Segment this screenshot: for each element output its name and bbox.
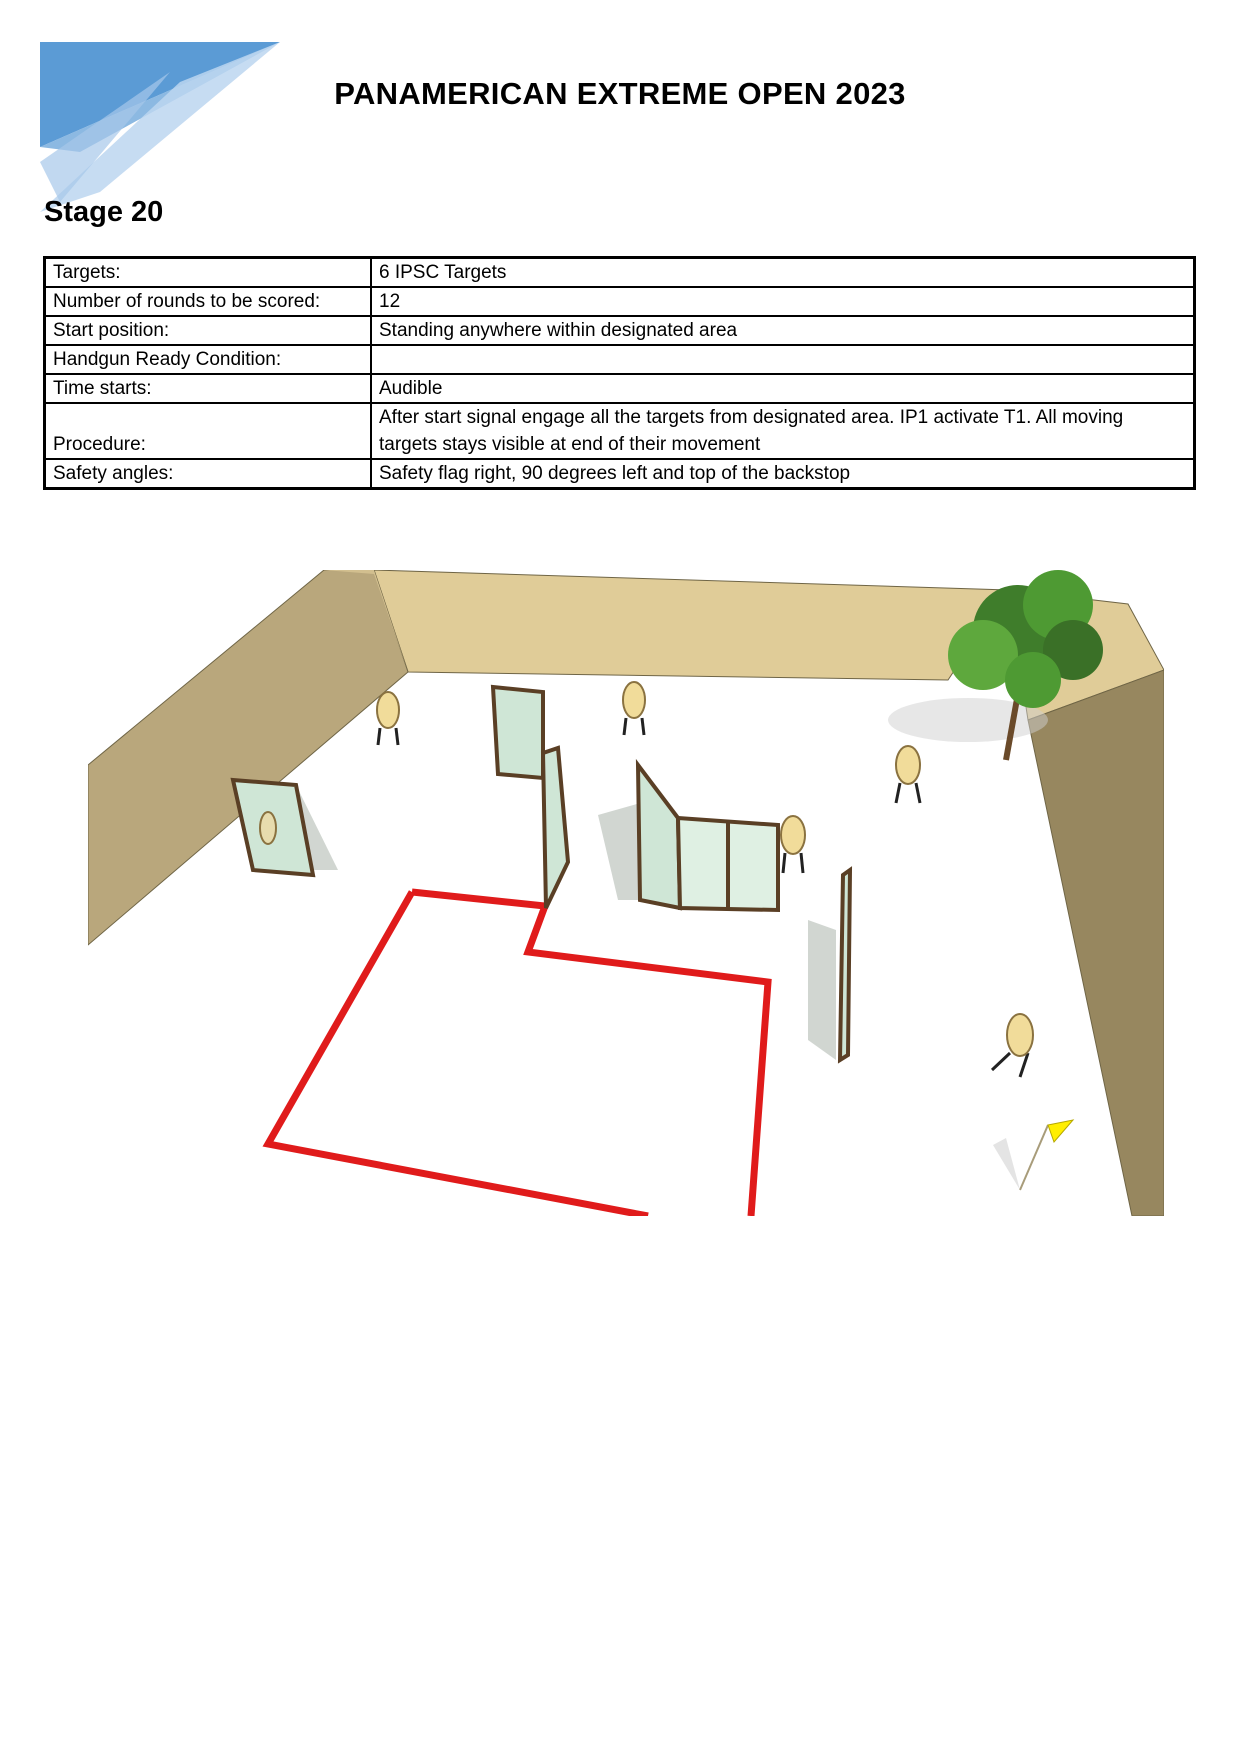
- briefing-value: Safety flag right, 90 degrees left and top of the backstop: [371, 459, 1195, 489]
- document-title: PANAMERICAN EXTREME OPEN 2023: [334, 76, 906, 111]
- briefing-row-start-position: [45, 316, 1195, 345]
- briefing-label: Safety angles:: [45, 459, 372, 489]
- briefing-value: Audible: [371, 374, 1195, 403]
- stage-title: Stage 20: [44, 196, 164, 228]
- briefing-label: Handgun Ready Condition:: [45, 345, 372, 374]
- briefing-label: Start position:: [45, 316, 372, 345]
- briefing-row-procedure: [45, 403, 1195, 459]
- briefing-value: Standing anywhere within designated area: [371, 316, 1195, 345]
- briefing-row-rounds: [45, 287, 1195, 316]
- briefing-label: Procedure:: [45, 403, 372, 459]
- briefing-label: Targets:: [45, 258, 372, 288]
- briefing-value: After start signal engage all the targets from designated area. IP1 activate T1. All moving targets stays visible at end of their movement: [371, 403, 1195, 459]
- briefing-row-ready-condition: [45, 345, 1195, 374]
- briefing-label: Time starts:: [45, 374, 372, 403]
- stage-briefing-table: [43, 256, 1196, 490]
- briefing-value: 6 IPSC Targets: [371, 258, 1195, 288]
- briefing-label: Number of rounds to be scored:: [45, 287, 372, 316]
- briefing-row-safety-angles: [45, 459, 1195, 489]
- briefing-row-time-starts: [45, 374, 1195, 403]
- back-berm: [374, 570, 1008, 680]
- corner-decoration: [40, 42, 280, 212]
- ipsc-target-icon: [260, 812, 276, 844]
- briefing-value: 12: [371, 287, 1195, 316]
- briefing-value: [371, 345, 1195, 374]
- briefing-row-targets: [45, 258, 1195, 288]
- stage-layout-drawing: [88, 570, 1164, 1216]
- wall-panel: [493, 687, 543, 778]
